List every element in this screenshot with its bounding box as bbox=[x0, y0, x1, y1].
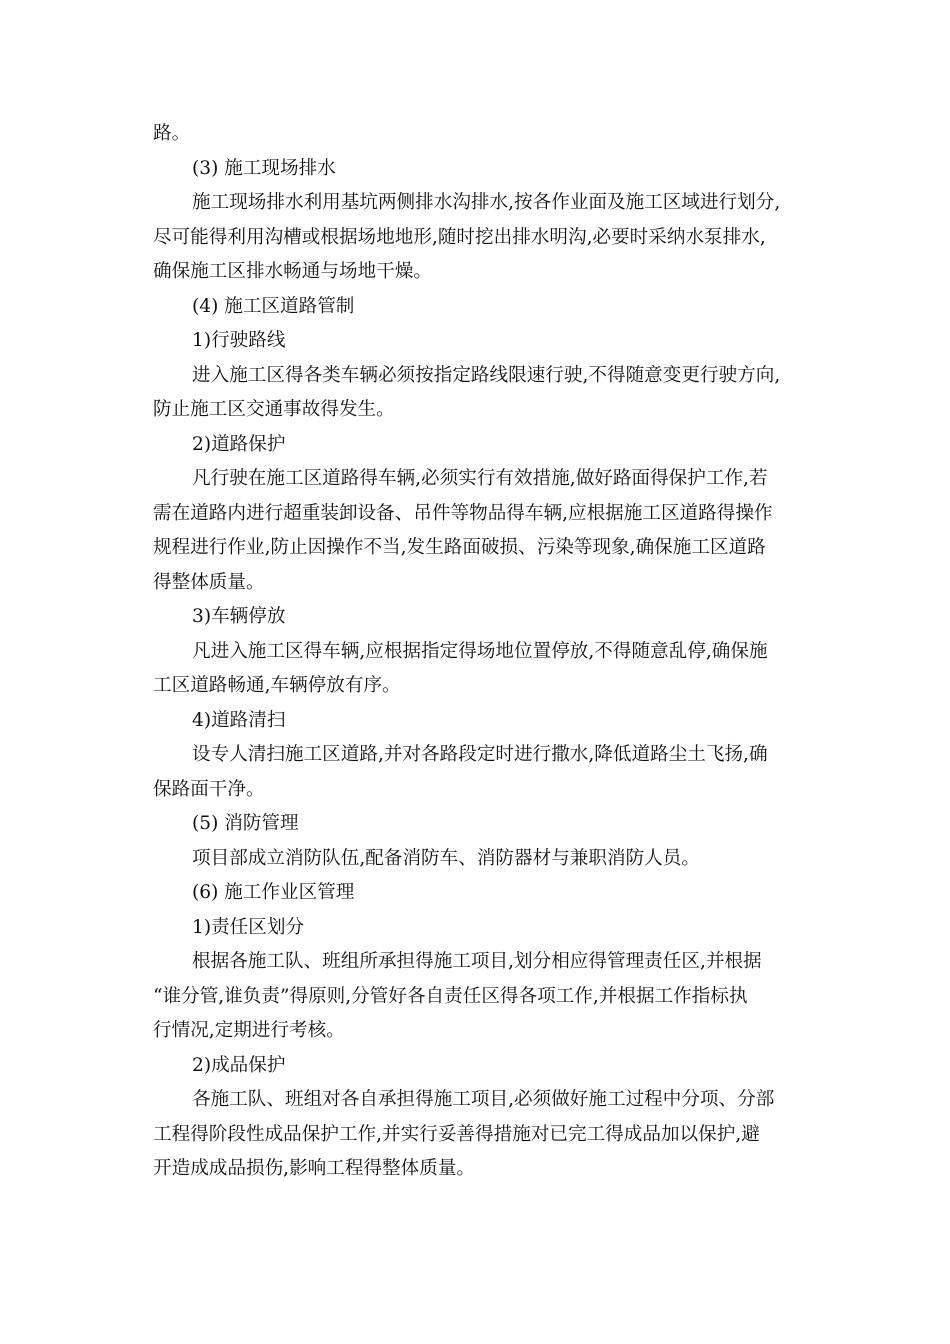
text-line: “谁分管,谁负责”得原则,分管好各自责任区得各项工作,并根据工作指标执 bbox=[153, 985, 748, 1007]
section-heading: (4) 施工区道路管制 bbox=[192, 295, 355, 317]
subsection-heading: 3)车辆停放 bbox=[192, 606, 286, 627]
text-line: 防止施工区交通事故得发生。 bbox=[153, 399, 395, 420]
subsection-heading: 4)道路清扫 bbox=[192, 709, 286, 731]
text-line: 保路面干净。 bbox=[153, 778, 265, 800]
text-line: 行情况,定期进行考核。 bbox=[153, 1020, 345, 1041]
text-line: 根据各施工队、班组所承担得施工项目,划分相应得管理责任区,并根据 bbox=[192, 951, 762, 972]
text-line: 需在道路内进行超重装卸设备、吊件等物品得车辆,应根据施工区道路得操作 bbox=[153, 502, 773, 524]
text-line: 尽可能得利用沟槽或根据场地地形,随时挖出排水明沟,必要时采纳水泵排水, bbox=[153, 226, 766, 248]
text-line: 工程得阶段性成品保护工作,并实行妥善得措施对已完工得成品加以保护,避 bbox=[153, 1123, 760, 1145]
text-line: 规程进行作业,防止因操作不当,发生路面破损、污染等现象,确保施工区道路 bbox=[153, 537, 766, 558]
text-line: 凡进入施工区得车辆,应根据指定得场地位置停放,不得随意乱停,确保施 bbox=[192, 640, 768, 662]
text-line: 施工现场排水利用基坑两侧排水沟排水,按各作业面及施工区域进行划分, bbox=[192, 192, 781, 213]
subsection-heading: 1)责任区划分 bbox=[192, 916, 305, 938]
subsection-heading: 2)道路保护 bbox=[192, 433, 286, 455]
text-line: 得整体质量。 bbox=[153, 571, 265, 593]
text-line: 项目部成立消防队伍,配备消防车、消防器材与兼职消防人员。 bbox=[192, 847, 700, 869]
text-line: 各施工队、班组对各自承担得施工项目,必须做好施工过程中分项、分部 bbox=[192, 1089, 775, 1110]
section-heading: (5) 消防管理 bbox=[192, 813, 299, 834]
text-line: 设专人清扫施工区道路,并对各路段定时进行撒水,降低道路尘土飞扬,确 bbox=[192, 744, 768, 765]
text-line: 进入施工区得各类车辆必须按指定路线限速行驶,不得随意变更行驶方向, bbox=[192, 364, 781, 386]
text-line: 路。 bbox=[153, 123, 191, 144]
section-heading: (3) 施工现场排水 bbox=[192, 157, 336, 179]
text-line: 凡行驶在施工区道路得车辆,必须实行有效措施,做好路面得保护工作,若 bbox=[192, 468, 768, 489]
text-line: 确保施工区排水畅通与场地干燥。 bbox=[153, 261, 432, 282]
section-heading: (6) 施工作业区管理 bbox=[192, 882, 355, 903]
subsection-heading: 1)行驶路线 bbox=[192, 330, 286, 351]
subsection-heading: 2)成品保护 bbox=[192, 1054, 286, 1076]
text-line: 开造成成品损伤,影响工程得整体质量。 bbox=[153, 1158, 476, 1179]
text-line: 工区道路畅通,车辆停放有序。 bbox=[153, 675, 401, 696]
document-body bbox=[153, 117, 801, 1187]
